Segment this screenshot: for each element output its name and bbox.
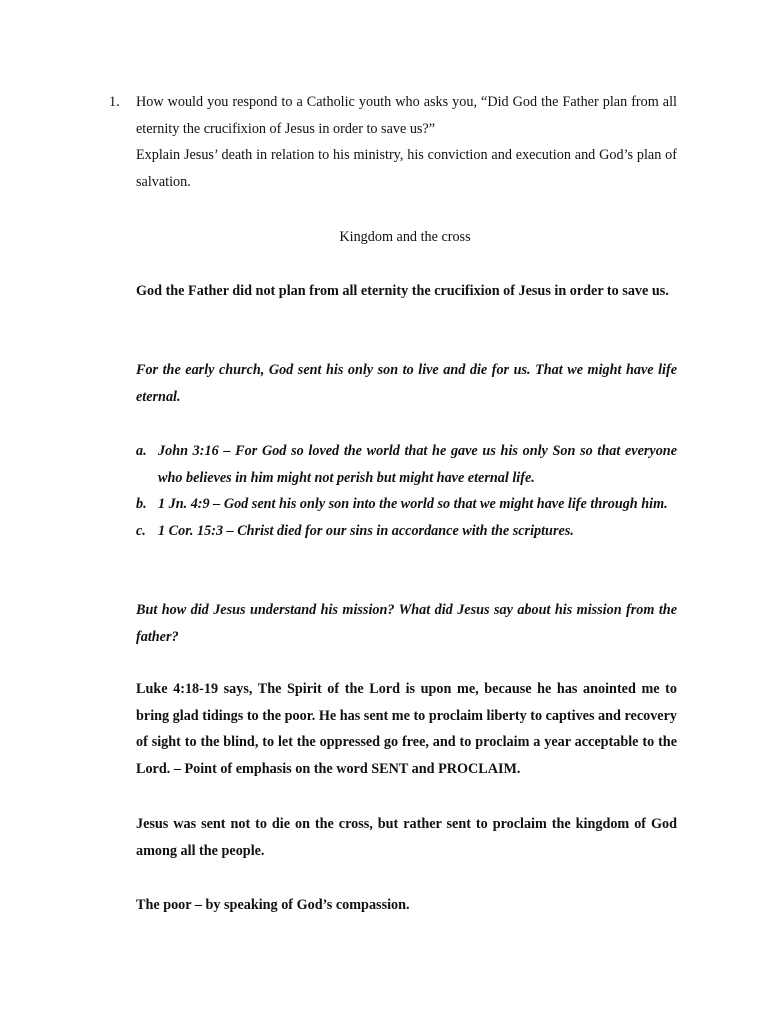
- question-line-1: How would you respond to a Catholic youth who asks you, “Did God the Father plan from all eternity the crucifixion of Jesus in order to save us?”: [136, 94, 677, 137]
- poor-paragraph: The poor – by speaking of God’s compassion.: [136, 897, 410, 913]
- list-item: [136, 491, 677, 518]
- luke-paragraph: Luke 4:18-19 says, The Spirit of the Lord is upon me, because he has anointed me to bring glad tidings to the poor. He has sent me to proclaim liberty to captives and recovery of sight to the blind, to let the oppressed go free, and to proclaim a year acceptable to the Lord. – Point of emphasis on the word SENT and PROCLAIM.: [136, 681, 677, 777]
- question-number: 1.: [109, 94, 120, 110]
- list-marker: b.: [136, 496, 147, 512]
- mission-question-paragraph: But how did Jesus understand his mission? What did Jesus say about his mission from the father?: [136, 602, 677, 645]
- sent-paragraph: Jesus was sent not to die on the cross, but rather sent to proclaim the kingdom of God among all the people.: [136, 816, 677, 859]
- question-body: [136, 89, 677, 195]
- question-line-2: Explain Jesus’ death in relation to his ministry, his conviction and execution and God’s plan of salvation.: [136, 147, 677, 190]
- list-item-text: 1 Cor. 15:3 – Christ died for our sins in accordance with the scriptures.: [158, 522, 574, 539]
- thesis-paragraph: God the Father did not plan from all eternity the crucifixion of Jesus in order to save us.: [136, 283, 669, 299]
- list-item-text: 1 Jn. 4:9 – God sent his only son into the world so that we might have life through him.: [158, 496, 668, 512]
- list-item: [136, 518, 677, 545]
- scripture-list: [136, 438, 677, 544]
- early-church-paragraph: For the early church, God sent his only son to live and die for us. That we might have life eternal.: [136, 362, 677, 405]
- list-item: [136, 438, 677, 491]
- list-marker: c.: [136, 522, 146, 539]
- question-item: [109, 89, 677, 195]
- list-marker: a.: [136, 443, 147, 459]
- list-item-text: John 3:16 – For God so loved the world that he gave us his only Son so that everyone who believes in him might not perish but might have eternal life.: [158, 443, 677, 486]
- section-title: Kingdom and the cross: [339, 229, 471, 245]
